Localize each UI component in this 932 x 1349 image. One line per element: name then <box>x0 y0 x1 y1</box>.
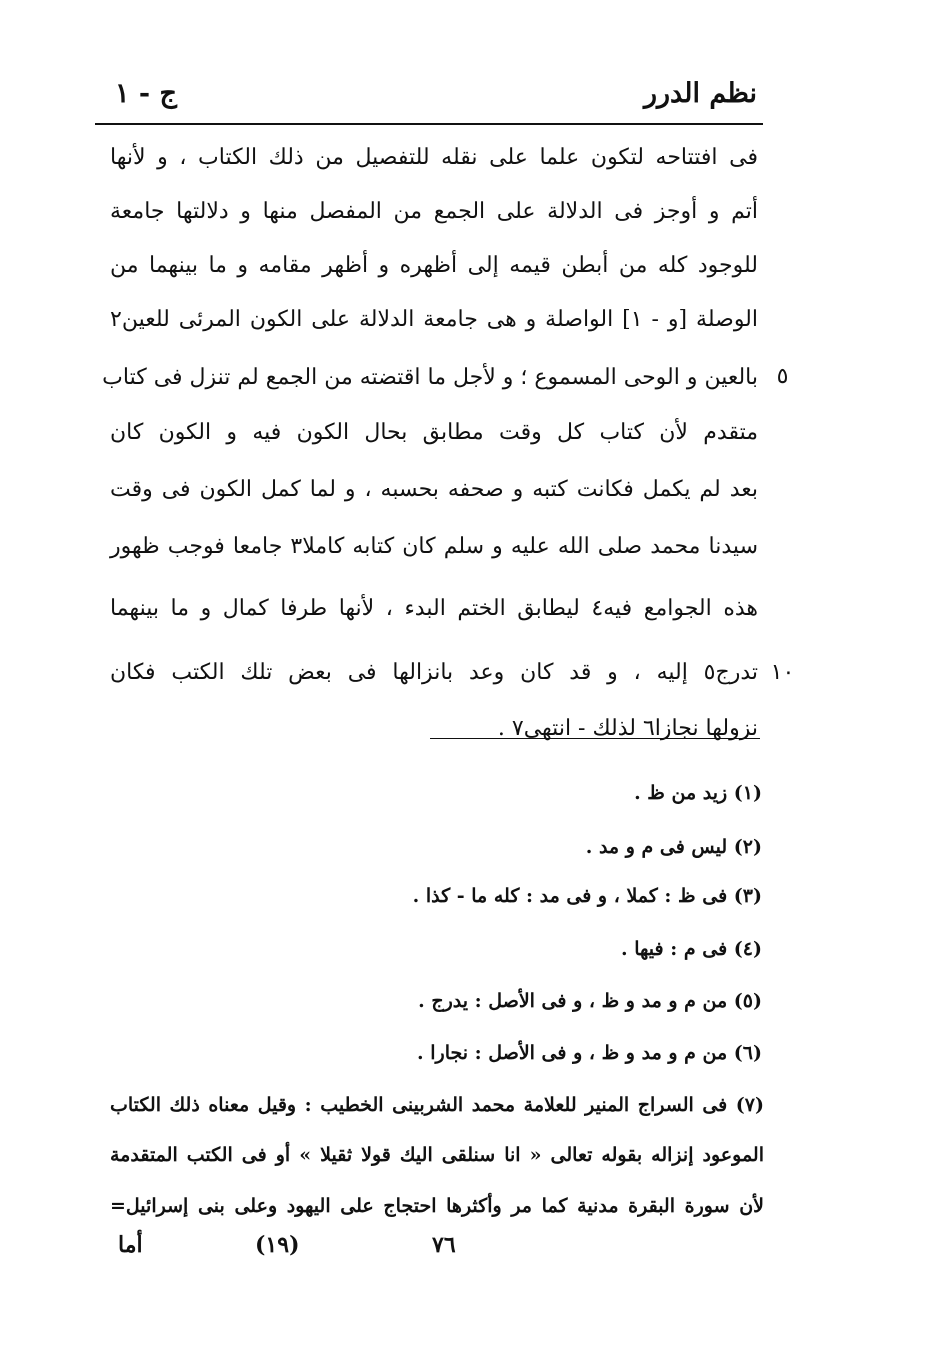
footnote: (٦) من م و مد و ظ ، و فى الأصل : نجارا . <box>417 1042 762 1064</box>
footnote: لأن سورة البقرة مدنية كما مر وأكثرها احتجاج على اليهود وعلى بنى إسرائيل= <box>110 1195 764 1217</box>
volume-label: ج - ١ <box>115 78 177 109</box>
text-line: الوصلة [و - ١] الواصلة و هى جامعة الدلالة على الكون المرئى للعين٢ <box>110 307 759 332</box>
footnote: الموعود إنزاله بقوله تعالى « انا سنلقى اليك قولا ثقيلا » أو فى الكتب المتقدمة <box>110 1144 764 1166</box>
text-line: فى افتتاحه لتكون علما على نقله للتفصيل من ذلك الكتاب ، و لأنها <box>110 145 758 170</box>
footnote: (٢) ليس فى م و مد . <box>585 836 762 858</box>
footnote: (٤) فى م : فيها . <box>621 938 762 960</box>
header-rule <box>95 123 763 125</box>
footnote: (١) زيد من ظ . <box>634 782 762 804</box>
line-number-5: ٥ <box>776 364 789 389</box>
footnote-rule <box>430 738 760 739</box>
sheet-number: (١٩) <box>255 1232 300 1258</box>
footnote: (٧) فى السراج المنير للعلامة محمد الشربينى الخطيب : وقيل معناه ذلك الكتاب <box>110 1094 764 1116</box>
catchword: أما <box>118 1232 143 1258</box>
page-number: ٧٦ <box>432 1232 456 1258</box>
text-line: هذه الجوامع فيه٤ ليطابق الختم البدء ، لأنها طرفا كمال و ما بينهما <box>110 596 758 621</box>
text-line: تدرج٥ إليه ، و قد كان وعد بانزالها فى بعض تلك الكتب فكان <box>110 660 758 685</box>
footnote: (٣) فى ظ : كملا ، و فى مد : كله ما - كذا . <box>412 885 762 907</box>
text-line: بعد لم يكمل فكانت كتبه و صحفه بحسبه ، و لما كمل الكون فى وقت <box>110 477 758 502</box>
line-number-10: ١٠ <box>770 660 795 685</box>
text-line: للوجود كله من أبطن قيمه إلى أظهره و أظهر مقامه و ما بينهما من <box>110 253 758 278</box>
text-line: سيدنا محمد صلى الله عليه و سلم كان كتابه كاملا٣ جامعا فوجب ظهور <box>110 534 758 559</box>
text-line: أتم و أوجز فى الدلالة على الجمع من المفصل منها و دلالتها جامعة <box>110 199 758 224</box>
footnote: (٥) من م و مد و ظ ، و فى الأصل : يدرج . <box>418 990 762 1012</box>
running-title: نظم الدرر <box>643 78 757 109</box>
text-line: متقدم لأن كتاب كل وقت مطابق بحال الكون فيه و الكون كان <box>110 420 758 445</box>
text-line: بالعين و الوحى المسموع ؛ و لأجل ما اقتضته من الجمع لم تنزل فى كتاب <box>102 365 758 390</box>
text-line: نزولها نجازا٦ لذلك - انتهى٧ . <box>497 716 758 741</box>
